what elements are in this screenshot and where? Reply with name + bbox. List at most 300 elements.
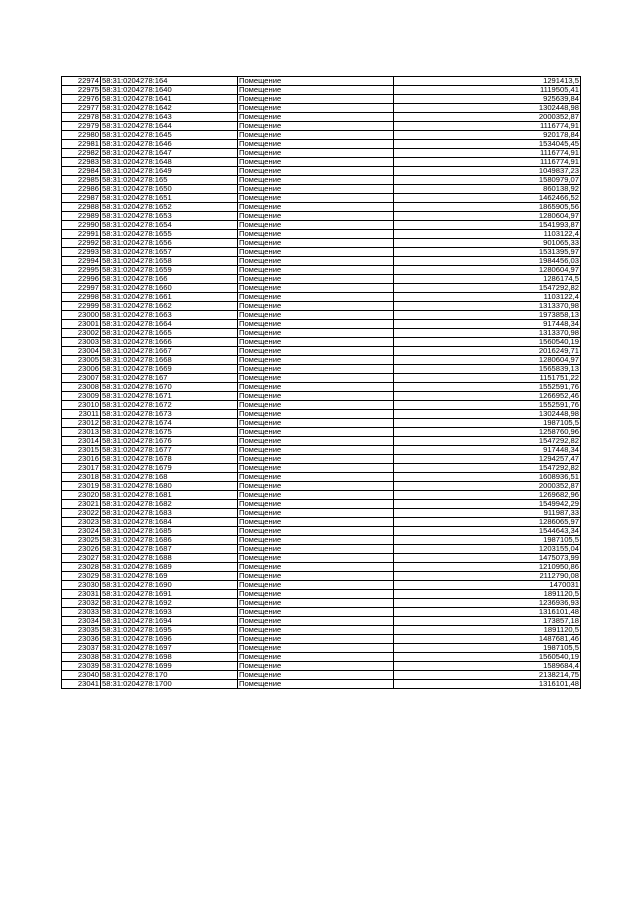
cadastral-number: 58:31:0204278:1687 — [101, 545, 238, 554]
row-number: 22991 — [62, 230, 101, 239]
cadastral-number: 58:31:0204278:1697 — [101, 644, 238, 653]
table-row — [62, 437, 581, 446]
table-row — [62, 293, 581, 302]
cadastral-value: 1487681,46 — [394, 635, 581, 644]
object-type: Помещение — [238, 536, 394, 545]
table-row — [62, 131, 581, 140]
object-type: Помещение — [238, 410, 394, 419]
cadastral-number: 58:31:0204278:1689 — [101, 563, 238, 572]
table-row — [62, 365, 581, 374]
table-row — [62, 590, 581, 599]
cadastral-value: 1266952,46 — [394, 392, 581, 401]
object-type: Помещение — [238, 464, 394, 473]
table-row — [62, 518, 581, 527]
table-row — [62, 464, 581, 473]
table-row — [62, 284, 581, 293]
row-number: 23036 — [62, 635, 101, 644]
table-row — [62, 572, 581, 581]
table-row — [62, 671, 581, 680]
cadastral-value: 1544643,34 — [394, 527, 581, 536]
table-row — [62, 266, 581, 275]
object-type: Помещение — [238, 257, 394, 266]
cadastral-number: 58:31:0204278:1683 — [101, 509, 238, 518]
cadastral-value: 1462466,52 — [394, 194, 581, 203]
cadastral-value: 1891120,5 — [394, 590, 581, 599]
table-row — [62, 122, 581, 131]
object-type: Помещение — [238, 320, 394, 329]
row-number: 23026 — [62, 545, 101, 554]
table-row — [62, 320, 581, 329]
cadastral-value: 925639,84 — [394, 95, 581, 104]
cadastral-number: 58:31:0204278:1680 — [101, 482, 238, 491]
row-number: 23022 — [62, 509, 101, 518]
row-number: 23025 — [62, 536, 101, 545]
cadastral-value: 1580979,07 — [394, 176, 581, 185]
row-number: 22997 — [62, 284, 101, 293]
row-number: 22977 — [62, 104, 101, 113]
cadastral-value: 1475073,99 — [394, 554, 581, 563]
cadastral-value: 1987105,5 — [394, 644, 581, 653]
table-row — [62, 545, 581, 554]
table-row — [62, 95, 581, 104]
table-row — [62, 428, 581, 437]
table-row — [62, 644, 581, 653]
row-number: 22979 — [62, 122, 101, 131]
row-number: 23009 — [62, 392, 101, 401]
row-number: 22998 — [62, 293, 101, 302]
cadastral-number: 58:31:0204278:166 — [101, 275, 238, 284]
cadastral-number: 58:31:0204278:1682 — [101, 500, 238, 509]
table-row — [62, 203, 581, 212]
cadastral-value: 1119505,41 — [394, 86, 581, 95]
cadastral-number: 58:31:0204278:1663 — [101, 311, 238, 320]
object-type: Помещение — [238, 311, 394, 320]
object-type: Помещение — [238, 599, 394, 608]
cadastral-value: 1236936,93 — [394, 599, 581, 608]
cadastral-value: 1291413,5 — [394, 77, 581, 86]
object-type: Помещение — [238, 149, 394, 158]
table-row — [62, 338, 581, 347]
cadastral-value: 1302448,98 — [394, 410, 581, 419]
cadastral-number: 58:31:0204278:1673 — [101, 410, 238, 419]
cadastral-number: 58:31:0204278:1665 — [101, 329, 238, 338]
cadastral-value: 1286065,97 — [394, 518, 581, 527]
cadastral-number: 58:31:0204278:1661 — [101, 293, 238, 302]
object-type: Помещение — [238, 221, 394, 230]
object-type: Помещение — [238, 338, 394, 347]
table-row — [62, 383, 581, 392]
row-number: 22981 — [62, 140, 101, 149]
table-row — [62, 410, 581, 419]
cadastral-value: 1608936,51 — [394, 473, 581, 482]
row-number: 22989 — [62, 212, 101, 221]
table-row — [62, 302, 581, 311]
row-number: 23008 — [62, 383, 101, 392]
cadastral-number: 58:31:0204278:1669 — [101, 365, 238, 374]
row-number: 22999 — [62, 302, 101, 311]
cadastral-number: 58:31:0204278:1694 — [101, 617, 238, 626]
table-row — [62, 401, 581, 410]
object-type: Помещение — [238, 365, 394, 374]
object-type: Помещение — [238, 437, 394, 446]
table-row — [62, 662, 581, 671]
cadastral-value: 1203155,04 — [394, 545, 581, 554]
cadastral-value: 2138214,75 — [394, 671, 581, 680]
table-row — [62, 113, 581, 122]
cadastral-number: 58:31:0204278:1671 — [101, 392, 238, 401]
object-type: Помещение — [238, 140, 394, 149]
cadastral-value: 1552591,76 — [394, 383, 581, 392]
cadastral-value: 1547292,82 — [394, 437, 581, 446]
row-number: 22978 — [62, 113, 101, 122]
row-number: 23021 — [62, 500, 101, 509]
cadastral-number: 58:31:0204278:1644 — [101, 122, 238, 131]
object-type: Помещение — [238, 662, 394, 671]
cadastral-value: 917448,34 — [394, 446, 581, 455]
row-number: 23041 — [62, 680, 101, 689]
cadastral-number: 58:31:0204278:1653 — [101, 212, 238, 221]
cadastral-number: 58:31:0204278:1659 — [101, 266, 238, 275]
object-type: Помещение — [238, 545, 394, 554]
table-row — [62, 419, 581, 428]
row-number: 23001 — [62, 320, 101, 329]
row-number: 22984 — [62, 167, 101, 176]
row-number: 22990 — [62, 221, 101, 230]
cadastral-number: 58:31:0204278:1647 — [101, 149, 238, 158]
row-number: 22994 — [62, 257, 101, 266]
table-row — [62, 680, 581, 689]
cadastral-number: 58:31:0204278:1695 — [101, 626, 238, 635]
table-row — [62, 257, 581, 266]
cadastral-value: 1891120,5 — [394, 626, 581, 635]
cadastral-value: 1316101,48 — [394, 608, 581, 617]
cadastral-value: 1560540,19 — [394, 338, 581, 347]
cadastral-value: 1549942,29 — [394, 500, 581, 509]
table-row — [62, 635, 581, 644]
cadastral-number: 58:31:0204278:169 — [101, 572, 238, 581]
cadastral-number: 58:31:0204278:1684 — [101, 518, 238, 527]
cadastral-value: 1552591,76 — [394, 401, 581, 410]
object-type: Помещение — [238, 167, 394, 176]
row-number: 23037 — [62, 644, 101, 653]
cadastral-number: 58:31:0204278:1685 — [101, 527, 238, 536]
object-type: Помещение — [238, 482, 394, 491]
cadastral-value: 1103122,4 — [394, 230, 581, 239]
row-number: 23018 — [62, 473, 101, 482]
object-type: Помещение — [238, 104, 394, 113]
table-row — [62, 608, 581, 617]
object-type: Помещение — [238, 563, 394, 572]
cadastral-number: 58:31:0204278:1677 — [101, 446, 238, 455]
object-type: Помещение — [238, 509, 394, 518]
object-type: Помещение — [238, 590, 394, 599]
row-number: 23011 — [62, 410, 101, 419]
table-row — [62, 77, 581, 86]
cadastral-value: 1294257,47 — [394, 455, 581, 464]
object-type: Помещение — [238, 230, 394, 239]
cadastral-value: 1280604,97 — [394, 266, 581, 275]
cadastral-value: 2000352,87 — [394, 482, 581, 491]
cadastral-value: 1560540,19 — [394, 653, 581, 662]
object-type: Помещение — [238, 347, 394, 356]
row-number: 23003 — [62, 338, 101, 347]
row-number: 23031 — [62, 590, 101, 599]
object-type: Помещение — [238, 617, 394, 626]
cadastral-value: 1565839,13 — [394, 365, 581, 374]
row-number: 22983 — [62, 158, 101, 167]
object-type: Помещение — [238, 680, 394, 689]
table-row — [62, 626, 581, 635]
object-type: Помещение — [238, 527, 394, 536]
cadastral-number: 58:31:0204278:1640 — [101, 86, 238, 95]
cadastral-number: 58:31:0204278:1660 — [101, 284, 238, 293]
object-type: Помещение — [238, 554, 394, 563]
table-row — [62, 356, 581, 365]
row-number: 23014 — [62, 437, 101, 446]
cadastral-number: 58:31:0204278:1642 — [101, 104, 238, 113]
cadastral-value: 1286174,5 — [394, 275, 581, 284]
cadastral-value: 1116774,91 — [394, 122, 581, 131]
row-number: 22988 — [62, 203, 101, 212]
object-type: Помещение — [238, 176, 394, 185]
object-type: Помещение — [238, 113, 394, 122]
table-row — [62, 536, 581, 545]
row-number: 23010 — [62, 401, 101, 410]
row-number: 23005 — [62, 356, 101, 365]
cadastral-number: 58:31:0204278:1675 — [101, 428, 238, 437]
table-body — [62, 77, 581, 689]
cadastral-number: 58:31:0204278:165 — [101, 176, 238, 185]
cadastral-value: 1258760,96 — [394, 428, 581, 437]
table-row — [62, 275, 581, 284]
cadastral-value: 173857,18 — [394, 617, 581, 626]
cadastral-value: 920178,84 — [394, 131, 581, 140]
object-type: Помещение — [238, 671, 394, 680]
table-row — [62, 599, 581, 608]
table-row — [62, 509, 581, 518]
cadastral-value: 1984456,03 — [394, 257, 581, 266]
row-number: 23015 — [62, 446, 101, 455]
table-row — [62, 563, 581, 572]
row-number: 22987 — [62, 194, 101, 203]
cadastral-value: 2000352,87 — [394, 113, 581, 122]
cadastral-number: 58:31:0204278:1686 — [101, 536, 238, 545]
object-type: Помещение — [238, 401, 394, 410]
cadastral-number: 58:31:0204278:1643 — [101, 113, 238, 122]
cadastral-number: 58:31:0204278:1699 — [101, 662, 238, 671]
object-type: Помещение — [238, 500, 394, 509]
row-number: 23000 — [62, 311, 101, 320]
cadastral-number: 58:31:0204278:1654 — [101, 221, 238, 230]
object-type: Помещение — [238, 266, 394, 275]
cadastral-value: 1269682,96 — [394, 491, 581, 500]
cadastral-number: 58:31:0204278:1649 — [101, 167, 238, 176]
row-number: 23024 — [62, 527, 101, 536]
cadastral-number: 58:31:0204278:1679 — [101, 464, 238, 473]
table-row — [62, 167, 581, 176]
row-number: 22976 — [62, 95, 101, 104]
row-number: 22986 — [62, 185, 101, 194]
cadastral-value: 1987105,5 — [394, 536, 581, 545]
cadastral-number: 58:31:0204278:1676 — [101, 437, 238, 446]
cadastral-value: 1534045,45 — [394, 140, 581, 149]
table-row — [62, 617, 581, 626]
object-type: Помещение — [238, 356, 394, 365]
cadastral-number: 58:31:0204278:1651 — [101, 194, 238, 203]
cadastral-value: 1049837,23 — [394, 167, 581, 176]
table-row — [62, 446, 581, 455]
object-type: Помещение — [238, 383, 394, 392]
cadastral-value: 1316101,48 — [394, 680, 581, 689]
table-row — [62, 158, 581, 167]
table-row — [62, 194, 581, 203]
cadastral-number: 58:31:0204278:1672 — [101, 401, 238, 410]
table-row — [62, 455, 581, 464]
row-number: 22996 — [62, 275, 101, 284]
table-row — [62, 581, 581, 590]
row-number: 22980 — [62, 131, 101, 140]
cadastral-number: 58:31:0204278:1646 — [101, 140, 238, 149]
cadastral-number: 58:31:0204278:1657 — [101, 248, 238, 257]
cadastral-value: 1589684,4 — [394, 662, 581, 671]
cadastral-value: 1987105,5 — [394, 419, 581, 428]
row-number: 23023 — [62, 518, 101, 527]
object-type: Помещение — [238, 131, 394, 140]
cadastral-number: 58:31:0204278:1698 — [101, 653, 238, 662]
table-row — [62, 221, 581, 230]
cadastral-value: 1280604,97 — [394, 356, 581, 365]
table-row — [62, 248, 581, 257]
object-type: Помещение — [238, 374, 394, 383]
cadastral-value: 860138,92 — [394, 185, 581, 194]
cadastral-value: 1973858,13 — [394, 311, 581, 320]
cadastral-number: 58:31:0204278:170 — [101, 671, 238, 680]
row-number: 22982 — [62, 149, 101, 158]
object-type: Помещение — [238, 635, 394, 644]
table-row — [62, 140, 581, 149]
cadastral-number: 58:31:0204278:1688 — [101, 554, 238, 563]
row-number: 23038 — [62, 653, 101, 662]
cadastral-value: 2112790,08 — [394, 572, 581, 581]
object-type: Помещение — [238, 491, 394, 500]
cadastral-value: 1541993,87 — [394, 221, 581, 230]
row-number: 23006 — [62, 365, 101, 374]
cadastral-value: 1151751,22 — [394, 374, 581, 383]
cadastral-value: 1116774,91 — [394, 149, 581, 158]
object-type: Помещение — [238, 518, 394, 527]
cadastral-number: 58:31:0204278:1656 — [101, 239, 238, 248]
cadastral-value: 1280604,97 — [394, 212, 581, 221]
cadastral-number: 58:31:0204278:1645 — [101, 131, 238, 140]
cadastral-value: 1313370,98 — [394, 302, 581, 311]
cadastral-number: 58:31:0204278:1691 — [101, 590, 238, 599]
object-type: Помещение — [238, 428, 394, 437]
cadastral-value: 1116774,91 — [394, 158, 581, 167]
cadastral-number: 58:31:0204278:1696 — [101, 635, 238, 644]
table-row — [62, 329, 581, 338]
object-type: Помещение — [238, 473, 394, 482]
table-row — [62, 392, 581, 401]
cadastral-number: 58:31:0204278:1650 — [101, 185, 238, 194]
cadastral-number: 58:31:0204278:1668 — [101, 356, 238, 365]
row-number: 23007 — [62, 374, 101, 383]
object-type: Помещение — [238, 644, 394, 653]
cadastral-number: 58:31:0204278:1700 — [101, 680, 238, 689]
table-row — [62, 212, 581, 221]
object-type: Помещение — [238, 653, 394, 662]
cadastral-number: 58:31:0204278:1674 — [101, 419, 238, 428]
cadastral-number: 58:31:0204278:1658 — [101, 257, 238, 266]
object-type: Помещение — [238, 239, 394, 248]
row-number: 23016 — [62, 455, 101, 464]
row-number: 23040 — [62, 671, 101, 680]
table-row — [62, 185, 581, 194]
cadastral-value: 1865905,56 — [394, 203, 581, 212]
object-type: Помещение — [238, 77, 394, 86]
object-type: Помещение — [238, 158, 394, 167]
object-type: Помещение — [238, 581, 394, 590]
cadastral-number: 58:31:0204278:168 — [101, 473, 238, 482]
object-type: Помещение — [238, 293, 394, 302]
cadastral-number: 58:31:0204278:1692 — [101, 599, 238, 608]
object-type: Помещение — [238, 284, 394, 293]
cadastral-value: 2016249,71 — [394, 347, 581, 356]
row-number: 23028 — [62, 563, 101, 572]
cadastral-value: 1103122,4 — [394, 293, 581, 302]
row-number: 22995 — [62, 266, 101, 275]
object-type: Помещение — [238, 392, 394, 401]
cadastral-number: 58:31:0204278:1662 — [101, 302, 238, 311]
row-number: 23012 — [62, 419, 101, 428]
cadastral-number: 58:31:0204278:1690 — [101, 581, 238, 590]
cadastral-number: 58:31:0204278:1667 — [101, 347, 238, 356]
cadastral-value-table — [61, 76, 581, 689]
cadastral-number: 58:31:0204278:1681 — [101, 491, 238, 500]
object-type: Помещение — [238, 185, 394, 194]
cadastral-number: 58:31:0204278:1655 — [101, 230, 238, 239]
table-row — [62, 104, 581, 113]
table-row — [62, 482, 581, 491]
table-row — [62, 176, 581, 185]
row-number: 22992 — [62, 239, 101, 248]
row-number: 22993 — [62, 248, 101, 257]
row-number: 23029 — [62, 572, 101, 581]
table-row — [62, 149, 581, 158]
row-number: 23039 — [62, 662, 101, 671]
object-type: Помещение — [238, 608, 394, 617]
table-row — [62, 554, 581, 563]
row-number: 23035 — [62, 626, 101, 635]
cadastral-number: 58:31:0204278:1664 — [101, 320, 238, 329]
row-number: 23002 — [62, 329, 101, 338]
row-number: 22974 — [62, 77, 101, 86]
table-row — [62, 473, 581, 482]
object-type: Помещение — [238, 275, 394, 284]
table-row — [62, 311, 581, 320]
cadastral-value: 1302448,98 — [394, 104, 581, 113]
cadastral-number: 58:31:0204278:1652 — [101, 203, 238, 212]
cadastral-number: 58:31:0204278:1693 — [101, 608, 238, 617]
object-type: Помещение — [238, 86, 394, 95]
row-number: 23004 — [62, 347, 101, 356]
cadastral-value: 917448,34 — [394, 320, 581, 329]
object-type: Помещение — [238, 212, 394, 221]
table-row — [62, 527, 581, 536]
cadastral-number: 58:31:0204278:164 — [101, 77, 238, 86]
row-number: 23020 — [62, 491, 101, 500]
row-number: 23033 — [62, 608, 101, 617]
object-type: Помещение — [238, 194, 394, 203]
